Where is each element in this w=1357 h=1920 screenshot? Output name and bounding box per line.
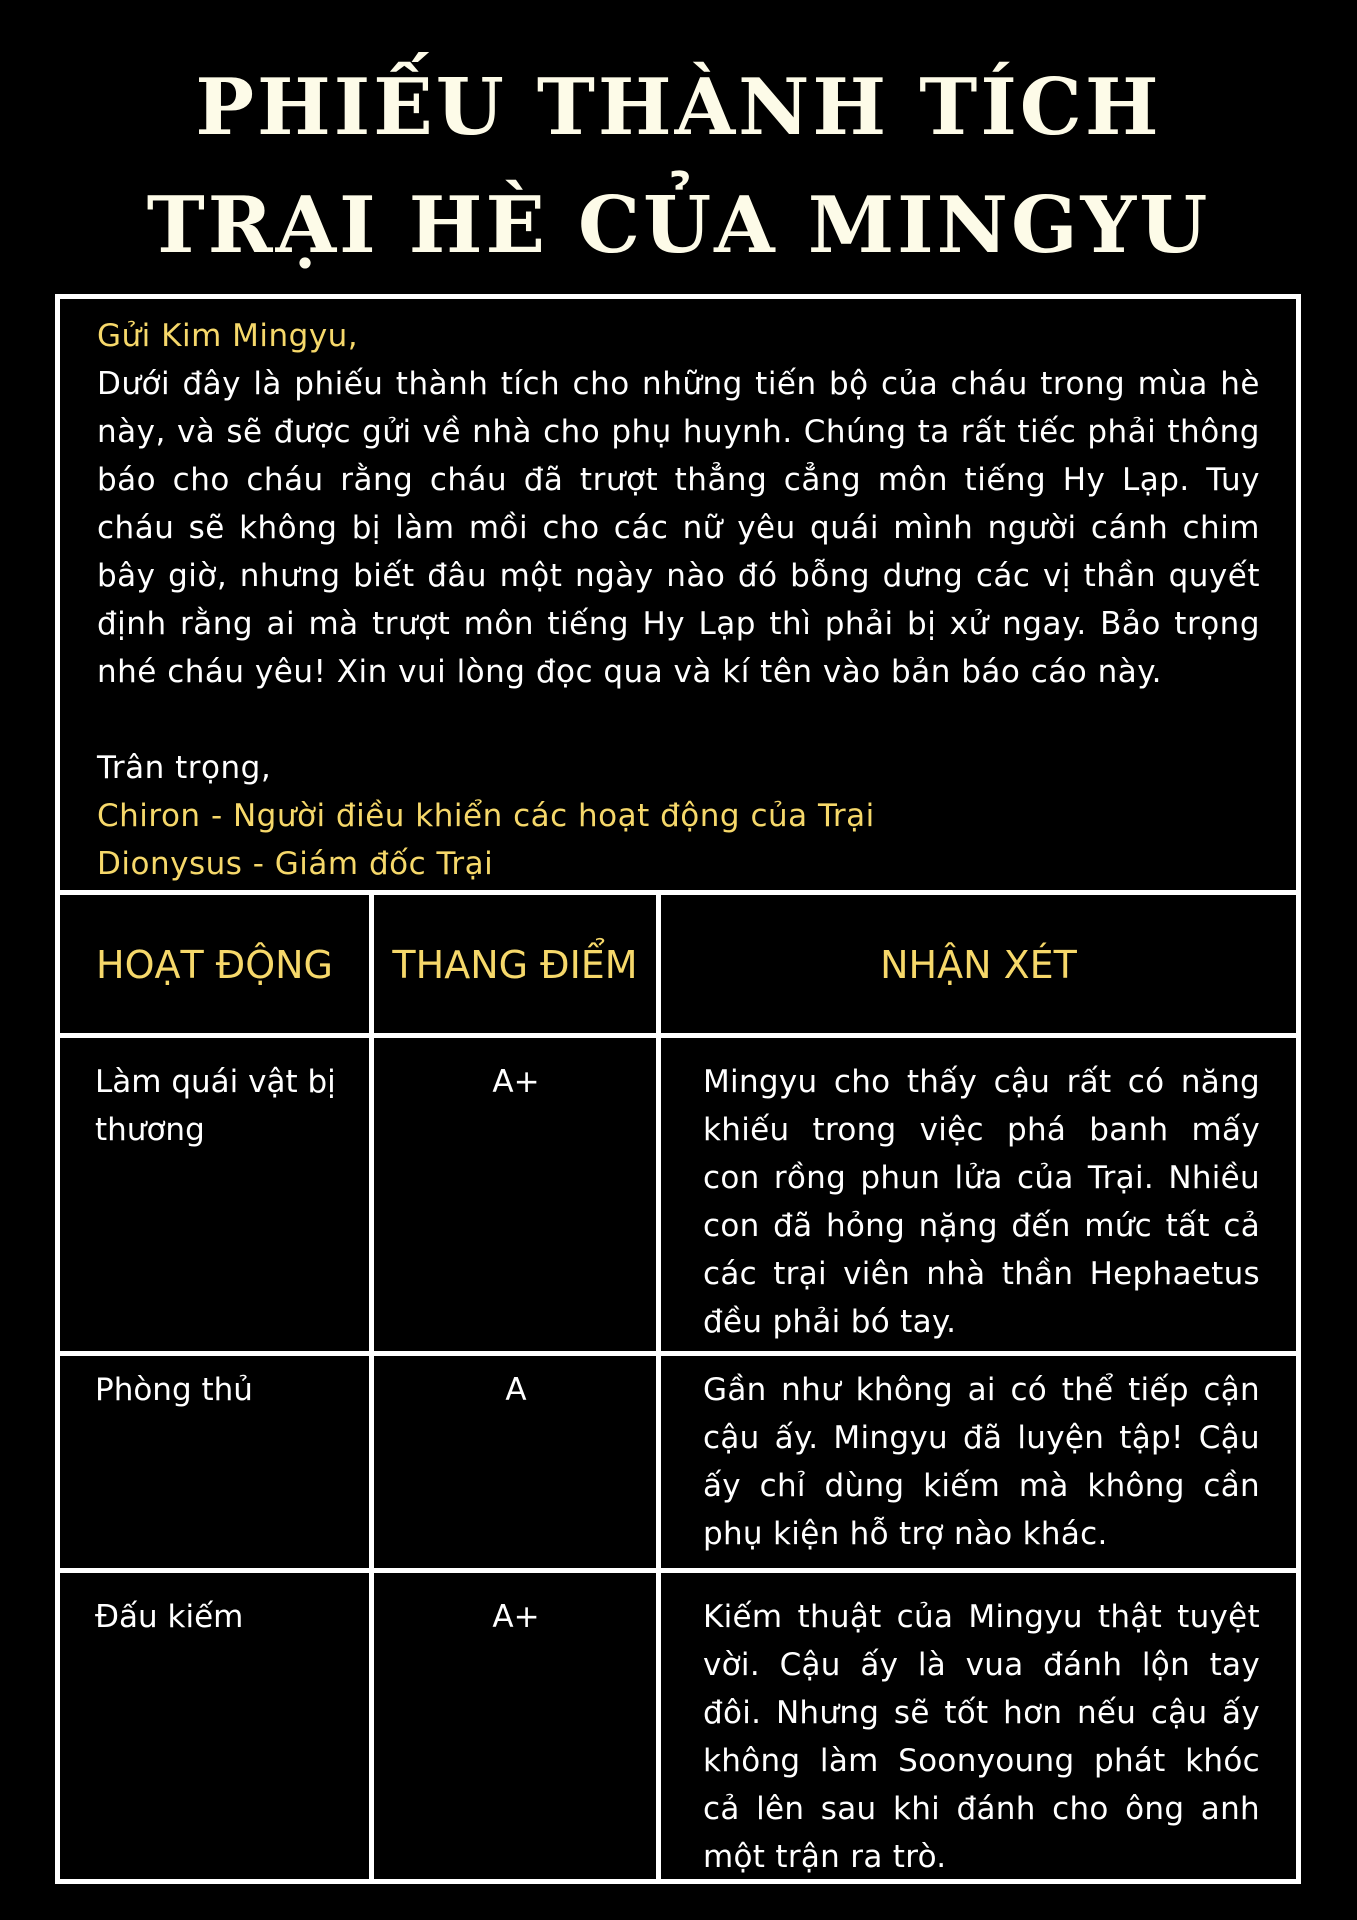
- table-top-border: [55, 890, 1301, 895]
- row-divider-1: [55, 1351, 1301, 1356]
- page-title-line-2: TRẠI HÈ CỦA MINGYU: [146, 180, 1211, 271]
- letter-spacer: [97, 696, 1260, 744]
- signature-chiron: Chiron - Người điều khiển các hoạt động của Trại: [97, 798, 875, 834]
- row-1-grade: A+: [492, 1064, 540, 1100]
- letter-greeting: Gửi Kim Mingyu,: [97, 318, 359, 354]
- row-1-activity: Làm quái vật bị thương: [95, 1064, 336, 1148]
- column-divider-1: [369, 893, 374, 1884]
- row-2-comment: Gần như không ai có thể tiếp cận cậu ấy. Mingyu đã luyện tập! Cậu ấy chỉ dùng kiếm mà không cần phụ kiện hỗ trợ nào khác.: [703, 1372, 1260, 1552]
- header-row-divider: [55, 1033, 1301, 1038]
- row-1-comment: Mingyu cho thấy cậu rất có năng khiếu trong việc phá banh mấy con rồng phun lửa của Trại. Nhiều con đã hỏng nặng đến mức tất cả các trại viên nhà thần Hephaetus đều phải bó tay.: [703, 1064, 1260, 1340]
- header-comment: NHẬN XÉT: [880, 943, 1077, 987]
- signature-dionysus: Dionysus - Giám đốc Trại: [97, 846, 494, 882]
- row-divider-2: [55, 1568, 1301, 1573]
- page-title-line-1: PHIẾU THÀNH TÍCH: [195, 62, 1162, 153]
- letter-section: [97, 312, 1260, 888]
- letter-closing: Trân trọng,: [97, 750, 272, 786]
- letter-body: Dưới đây là phiếu thành tích cho những tiến bộ của cháu trong mùa hè này, và sẽ được gửi về nhà cho phụ huynh. Chúng ta rất tiếc phải thông báo cho cháu rằng cháu đã trượt thẳng cẳng môn tiếng Hy Lạp. Tuy cháu sẽ không bị làm mồi cho các nữ yêu quái mình người cánh chim bây giờ, nhưng biết đâu một ngày nào đó bỗng dưng các vị thần quyết định rằng ai mà trượt môn tiếng Hy Lạp thì phải bị xử ngay. Bảo trọng nhé cháu yêu! Xin vui lòng đọc qua và kí tên vào bản báo cáo này.: [97, 366, 1260, 690]
- row-2-grade: A: [505, 1372, 527, 1408]
- row-3-grade: A+: [492, 1599, 540, 1635]
- row-3-comment: Kiếm thuật của Mingyu thật tuyệt vời. Cậu ấy là vua đánh lộn tay đôi. Nhưng sẽ tốt hơn nếu cậu ấy không làm Soonyoung phát khóc cả lên sau khi đánh cho ông anh một trận ra trò.: [703, 1599, 1260, 1875]
- row-3-activity: Đấu kiếm: [95, 1599, 244, 1635]
- header-activity: HOẠT ĐỘNG: [96, 943, 333, 987]
- row-2-activity: Phòng thủ: [95, 1372, 253, 1408]
- header-grade: THANG ĐIỂM: [392, 943, 638, 987]
